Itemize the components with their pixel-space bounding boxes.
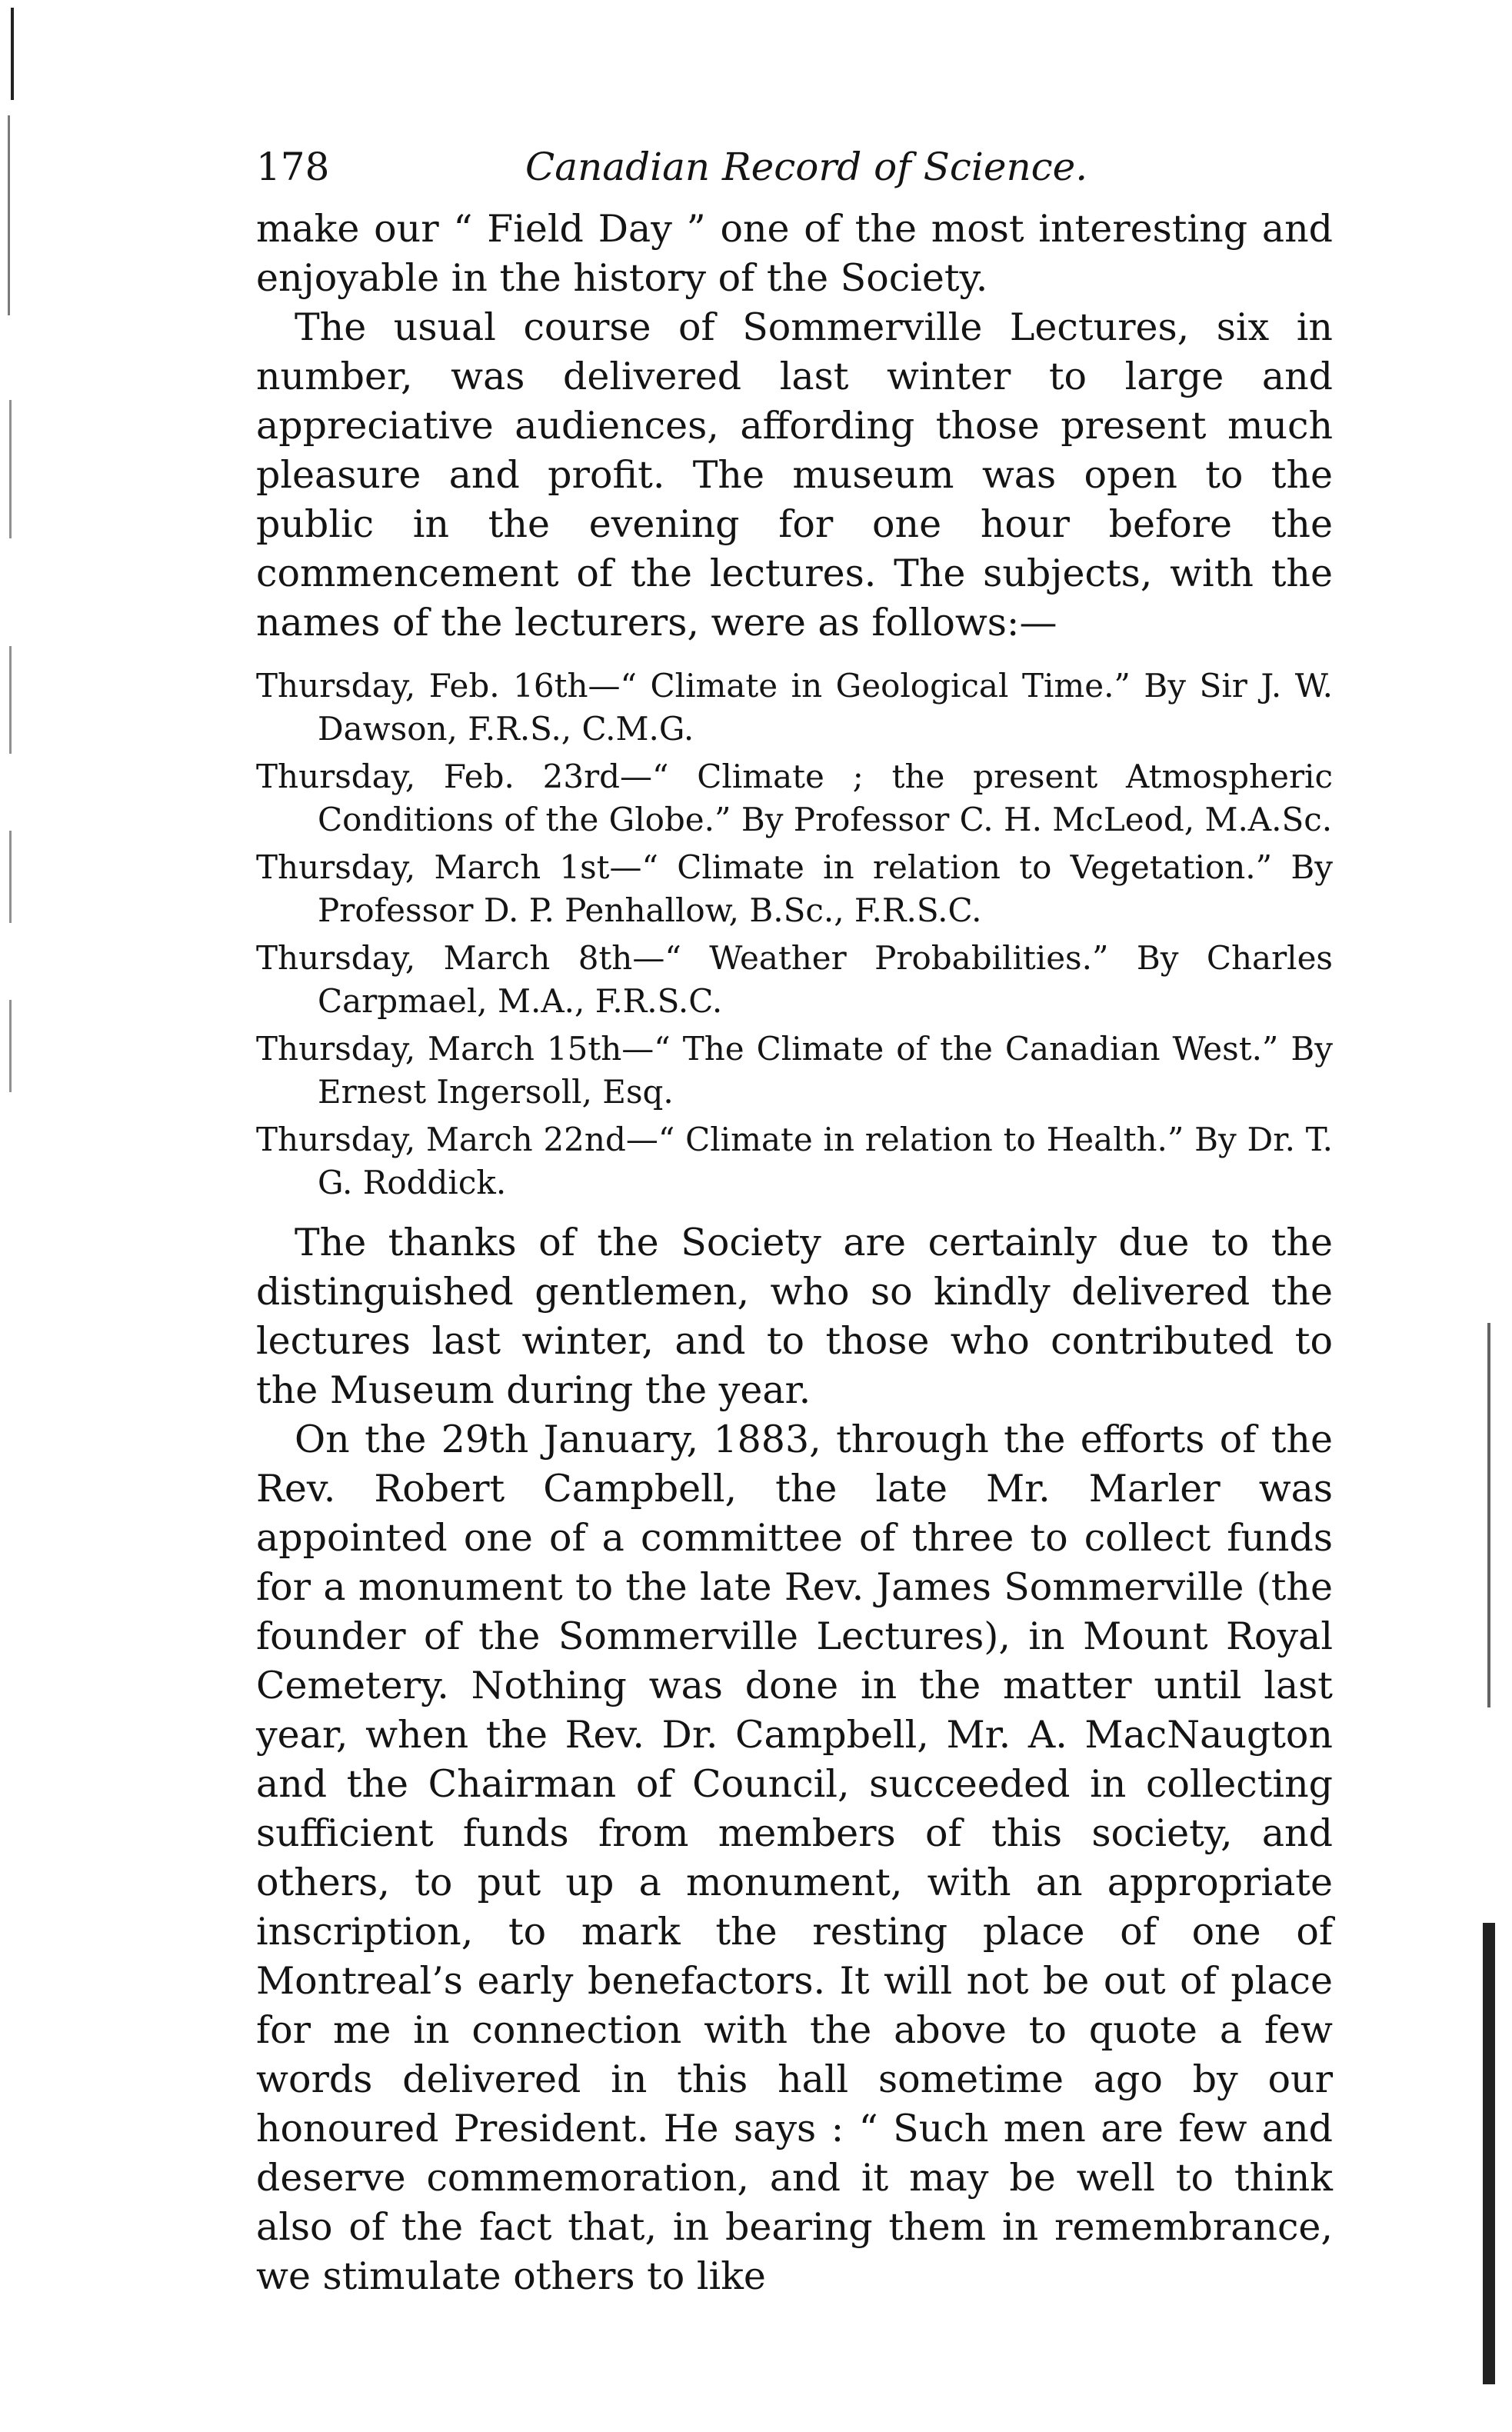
lecture-list [256, 665, 1333, 1204]
lecture-item: Thursday, Feb. 16th—“ Climate in Geological Time.” By Sir J. W. Dawson, F.R.S., C.M.G. [256, 667, 1333, 748]
paragraph-field-day: make our “ Field Day ” one of the most interesting and enjoyable in the history of the Society. [256, 207, 1333, 300]
lecture-item: Thursday, March 8th—“ Weather Probabilities.” By Charles Carpmael, M.A., F.R.S.C. [256, 939, 1333, 1020]
paragraph-monument: On the 29th January, 1883, through the efforts of the Rev. Robert Campbell, the late Mr. Marler was appointed one of a committee of three to collect funds for a monument to the late Rev. James Sommerville (the founder of the Sommerville Lectures), in Mount Royal Cemetery. Nothing was done in the matter until last year, when the Rev. Dr. Campbell, Mr. A. MacNaugton and the Chairman of Council, succeeded in collecting sufficient funds from members of this society, and others, to put up a monument, with an appropriate inscription, to mark the resting place of one of Montreal’s early benefactors. It will not be out of place for me in connection with the above to quote a few words delivered in this hall sometime ago by our honoured President. He says : “ Such men are few and deserve commemoration, and it may be well to think also of the fact that, in bearing them in remembrance, we stimulate others to like [256, 1418, 1333, 2298]
book-page [256, 131, 1333, 2301]
lecture-item: Thursday, March 1st—“ Climate in relation to Vegetation.” By Professor D. P. Penhallow, B.Sc., F.R.S.C. [256, 848, 1333, 929]
lecture-item: Thursday, Feb. 23rd—“ Climate ; the present Atmospheric Conditions of the Globe.” By Professor C. H. McLeod, M.A.Sc. [256, 758, 1333, 838]
journal-title: Canadian Record of Science. [525, 145, 1088, 189]
page-number: 178 [256, 145, 330, 189]
running-head [256, 131, 1333, 205]
paragraph-thanks: The thanks of the Society are certainly due to the distinguished gentlemen, who so kindly delivered the lectures last winter, and to those who contributed to the Museum during the year. [256, 1221, 1333, 1412]
paragraph-sommerville-lectures: The usual course of Sommerville Lectures, six in number, was delivered last winter to large and appreciative audiences, affording those present much pleasure and profit. The museum was open to the public in the evening for one hour before the commencement of the lectures. The subjects, with the names of the lecturers, were as follows:— [256, 305, 1333, 645]
lecture-item: Thursday, March 22nd—“ Climate in relation to Health.” By Dr. T. G. Roddick. [256, 1121, 1333, 1201]
lecture-item: Thursday, March 15th—“ The Climate of the Canadian West.” By Ernest Ingersoll, Esq. [256, 1030, 1333, 1111]
